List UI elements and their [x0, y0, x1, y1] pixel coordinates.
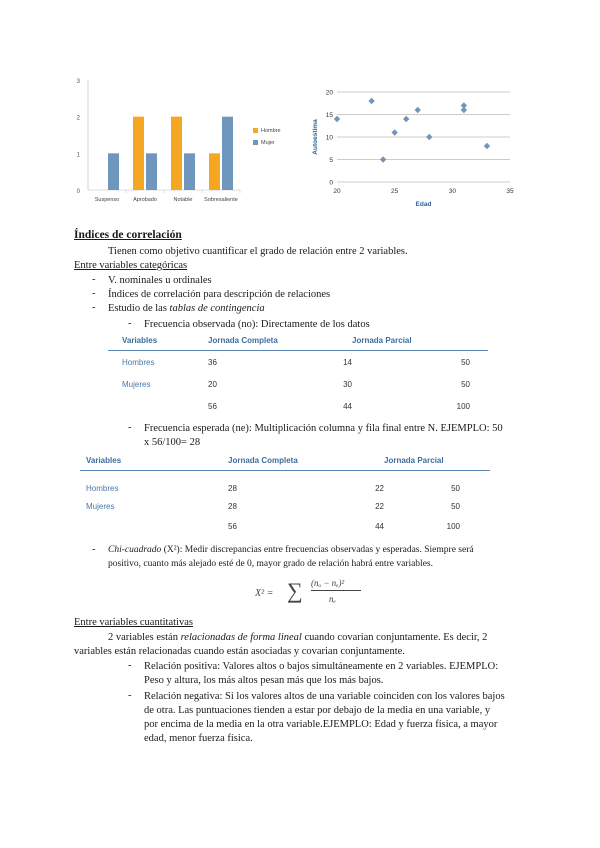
section-title: Índices de correlación [74, 229, 182, 241]
negative-relation-line3: por encima de la media en la otra variable.EJEMPLO: Edad y fuerza física, a mayor [144, 719, 498, 730]
table-header-cell: Jornada Completa [228, 456, 298, 465]
table-cell: 50 [451, 484, 460, 493]
sub-bullet-dash: - [128, 422, 132, 433]
bullet-nominal: V. nominales u ordinales [108, 275, 212, 286]
table-cell: 20 [208, 380, 217, 389]
sub-bullet-dash: - [128, 660, 132, 671]
scatter-point [334, 116, 340, 122]
table-cell: 28 [228, 484, 237, 493]
table-cell: 44 [375, 522, 384, 531]
legend-swatch-hombre [253, 128, 258, 133]
expected-table [80, 452, 490, 532]
table-header-cell: Jornada Completa [208, 336, 278, 345]
formula-fraction-bar [311, 590, 361, 591]
scatter-point [426, 134, 432, 140]
bar-category-label: Aprobado [133, 197, 157, 203]
table-header-divider [80, 470, 490, 471]
scatter-x-tick-label: 25 [391, 188, 399, 195]
table-header-cell: Jornada Parcial [384, 456, 444, 465]
table-row-label: Hombres [86, 484, 119, 493]
table-row-label: Mujeres [86, 502, 115, 511]
quantitative-heading: Entre variables cuantitativas [74, 617, 193, 628]
quantitative-paragraph-line1: 2 variables están relacionadas de forma lineal cuando covarian conjuntamente. Es decir, 2 [108, 632, 488, 643]
scatter-point [391, 129, 397, 135]
negative-relation-line2: de otra. Las puntuaciones tienden a estar por debajo de la media en una variable, y [144, 705, 491, 716]
scatter-x-tick-label: 20 [333, 188, 341, 195]
table-cell: 50 [461, 358, 470, 367]
table-cell: 50 [461, 380, 470, 389]
legend-swatch-mujer [253, 140, 258, 145]
table-cell: 50 [451, 502, 460, 511]
table-cell: 44 [343, 402, 352, 411]
scatter-y-axis-title: Autoestima [312, 119, 319, 155]
scatter-x-axis-title: Edad [415, 201, 432, 208]
categorical-heading: Entre variables categóricas [74, 260, 188, 271]
observed-table [108, 332, 488, 412]
formula-sum: ∑ [287, 578, 303, 603]
table-cell: 22 [375, 484, 384, 493]
scatter-y-tick-label: 15 [325, 112, 333, 119]
legend-label-mujer: Mujer [261, 140, 275, 146]
bar-mujer [146, 153, 157, 190]
scatter-x-tick-label: 30 [448, 188, 456, 195]
bar-category-label: Suspenso [94, 197, 120, 203]
table-header-cell: Jornada Parcial [352, 336, 412, 345]
table-cell: 100 [456, 402, 470, 411]
bullet-dash: - [92, 274, 96, 285]
scatter-y-tick-label: 10 [325, 134, 333, 142]
bar-mujer [184, 153, 195, 190]
bullet-dash: - [92, 544, 96, 555]
intro-paragraph: Tienen como objetivo cuantificar el grado de relación entre 2 variables. [108, 246, 408, 257]
chi-square-formula [255, 576, 375, 610]
table-cell: 100 [446, 522, 460, 531]
bar-mujer [108, 153, 119, 190]
scatter-y-tick-label: 0 [329, 179, 333, 187]
bar-y-tick-label: 2 [76, 115, 80, 122]
scatter-x-tick-label: 35 [506, 188, 514, 195]
legend-label-hombre: Hombre [261, 128, 281, 134]
bullet-contingency: Estudio de las tablas de contingencia [108, 303, 265, 314]
chi-square-line1: Chi-cuadrado (X²): Medir discrepancias entre frecuencias observadas y esperadas. Siempre será [108, 545, 474, 555]
formula-numerator: (nₒ − nₑ)² [311, 578, 345, 588]
chi-square-line2: positivo, cuanto más alejado esté de 0, mayor grado de relación habrá entre variables. [108, 559, 433, 569]
bullet-dash: - [92, 302, 96, 313]
table-row-label: Mujeres [122, 380, 151, 389]
expected-frequency-line1: Frecuencia esperada (ne): Multiplicación columna y fila final entre N. EJEMPLO: 50 [144, 423, 503, 434]
bullet-indices: Índices de correlación para descripción de relaciones [108, 289, 331, 300]
scatter-point [368, 98, 374, 104]
bullet-dash: - [92, 288, 96, 299]
observed-frequency-text: Frecuencia observada (no): Directamente de los datos [144, 319, 370, 330]
bar-chart [60, 72, 300, 212]
scatter-chart [305, 82, 520, 210]
scatter-point [484, 143, 490, 149]
expected-frequency-line2: x 56/100= 28 [144, 437, 201, 448]
bar-hombre [133, 117, 144, 190]
table-header-cell: Variables [86, 456, 122, 465]
table-cell: 22 [375, 502, 384, 511]
bar-mujer [222, 117, 233, 190]
table-cell: 56 [208, 402, 217, 411]
formula-lhs: X² = [255, 588, 274, 599]
sub-bullet-dash: - [128, 318, 132, 329]
scatter-point [415, 107, 421, 113]
negative-relation-line1: Relación negativa: Si los valores altos de una variable coinciden con los valores bajos [144, 691, 505, 702]
table-header-cell: Variables [122, 336, 158, 345]
scatter-point [403, 116, 409, 122]
bar-hombre [171, 117, 182, 190]
bar-category-label: Sobresaliente [204, 197, 238, 203]
table-cell: 28 [228, 502, 237, 511]
bar-category-label: Notable [173, 197, 193, 203]
table-header-divider [108, 350, 488, 351]
scatter-y-tick-label: 5 [329, 157, 333, 164]
quantitative-paragraph-line2: variables están relacionadas cuando están asociadas y covarian conjuntamente. [74, 646, 405, 657]
sub-bullet-dash: - [128, 690, 132, 701]
bar-hombre [209, 153, 220, 190]
bar-y-tick-label: 0 [76, 189, 80, 195]
scatter-point [461, 107, 467, 113]
table-row-label: Hombres [122, 358, 155, 367]
positive-relation-line1: Relación positiva: Valores altos o bajos simultáneamente en 2 variables. EJEMPLO: [144, 661, 499, 672]
table-cell: 56 [228, 522, 237, 531]
table-cell: 30 [343, 380, 352, 389]
positive-relation-line2: Peso y altura, los más altos pesan más que los más bajos. [144, 675, 384, 686]
scatter-point [380, 156, 386, 162]
negative-relation-line4: edad, menor fuerza física. [144, 733, 253, 744]
table-cell: 14 [343, 358, 352, 367]
bar-y-tick-label: 3 [76, 79, 80, 85]
table-cell: 36 [208, 358, 217, 367]
scatter-y-tick-label: 20 [325, 89, 333, 97]
formula-denominator: nₑ [329, 594, 336, 604]
bar-y-tick-label: 1 [76, 152, 80, 159]
